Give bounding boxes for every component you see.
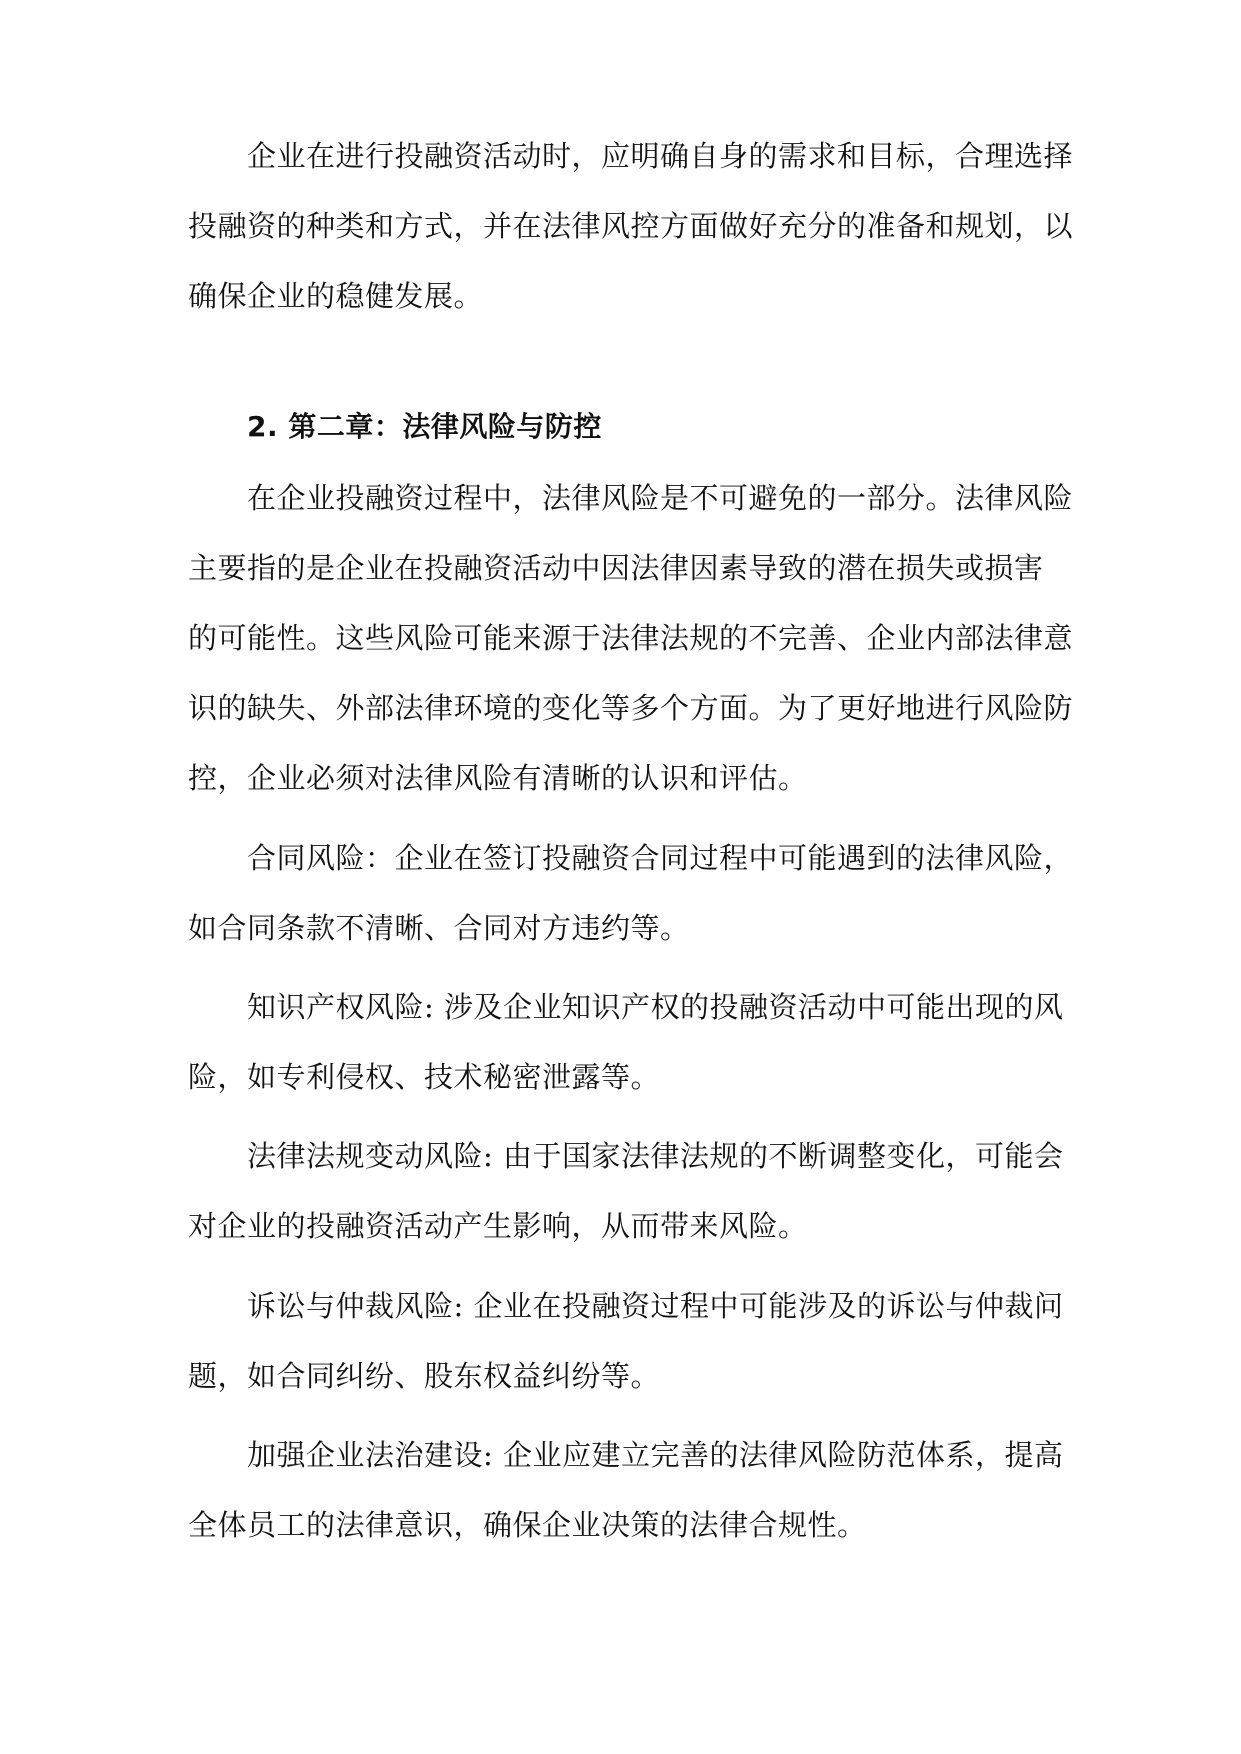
chapter-heading: 2. 第二章：法律风险与防控 — [247, 410, 602, 443]
text-line: 全体员工的法律意识，确保企业决策的法律合规性。 — [188, 1508, 867, 1542]
text-line: 在企业投融资过程中，法律风险是不可避免的一部分。法律风险 — [247, 481, 1074, 515]
text-line: 法律法规变动风险: 由于国家法律法规的不断调整变化，可能会 — [247, 1139, 1064, 1173]
text-line: 的可能性。这些风险可能来源于法律法规的不完善、企业内部法律意 — [188, 621, 1074, 655]
text-line: 识的缺失、外部法律环境的变化等多个方面。为了更好地进行风险防 — [188, 691, 1074, 725]
text-line: 题，如合同纠纷、股东权益纠纷等。 — [188, 1359, 661, 1393]
text-line: 如合同条款不清晰、合同对方违约等。 — [188, 911, 690, 945]
text-line: 主要指的是企业在投融资活动中因法律因素导致的潜在损失或损害 — [188, 551, 1044, 585]
text-line: 对企业的投融资活动产生影响，从而带来风险。 — [188, 1209, 808, 1243]
text-line: 加强企业法治建设: 企业应建立完善的法律风险防范体系，提高 — [247, 1438, 1064, 1472]
text-line: 控，企业必须对法律风险有清晰的认识和评估。 — [188, 761, 808, 795]
text-line: 合同风险：企业在签订投融资合同过程中可能遇到的法律风险， — [247, 841, 1074, 875]
text-line: 投融资的种类和方式，并在法律风控方面做好充分的准备和规划，以 — [188, 209, 1074, 243]
text-line: 知识产权风险: 涉及企业知识产权的投融资活动中可能出现的风 — [247, 990, 1064, 1024]
text-line: 诉讼与仲裁风险: 企业在投融资过程中可能涉及的诉讼与仲裁问 — [247, 1289, 1064, 1323]
text-line: 企业在进行投融资活动时，应明确自身的需求和目标，合理选择 — [247, 139, 1074, 173]
text-line: 确保企业的稳健发展。 — [188, 279, 484, 313]
text-line: 险，如专利侵权、技术秘密泄露等。 — [188, 1060, 661, 1094]
